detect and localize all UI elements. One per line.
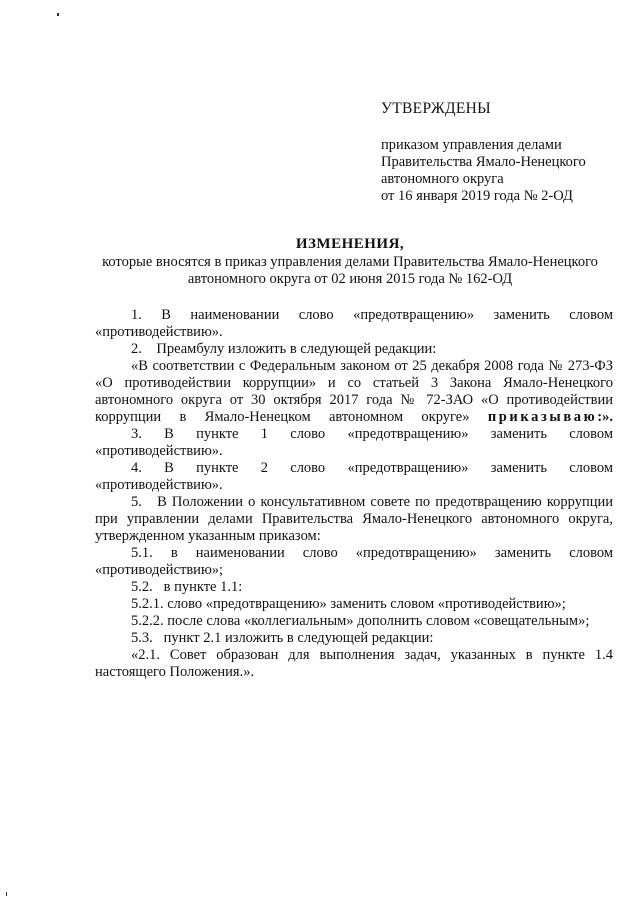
word: «предотвращению» [355,545,477,561]
approval-heading: УТВЕРЖДЕНЫ [381,100,491,117]
word: заменить [490,426,547,442]
item-number: 5. [131,494,142,510]
item-3-line [131,425,613,443]
quote-line: автономного округа от 30 октября 2017 года № 72-ЗАО «О противодействии [95,392,613,408]
word: в [170,545,178,561]
quote-end: :». [597,409,613,425]
word: пункте [196,460,239,476]
item-text: пункт 2.1 изложить в следующей редакции: [163,630,434,646]
word: заменить [490,460,547,476]
item-number: 4. [131,460,142,476]
item-5-3-line [131,629,433,647]
word: заменить [494,545,552,561]
item-text: Преамбулу изложить в следующей редакции: [156,341,437,357]
item-number: 3. [131,426,142,442]
item-5-line [131,493,613,511]
approval-line: приказом управления делами [381,137,562,153]
item-5-2-1-line: 5.2.1. слово «предотвращению» заменить словом «противодействию»; [131,596,566,612]
word: «предотвращению» [353,307,475,323]
document-subtitle: автономного округа от 02 июня 2015 года № 162-ОД [187,271,513,287]
quote-line: настоящего Положения.». [95,664,255,680]
word: «предотвращению» [347,460,469,476]
document-title: ИЗМЕНЕНИЯ, [295,236,405,252]
word: словом [569,426,614,442]
item-5-1-line [131,544,613,562]
item-5-line: при управлении делами Правительства Ямало-Ненецкого автономного округа, [95,511,613,527]
approval-line: Правительства Ямало-Ненецкого [381,154,586,170]
word: пункте [196,426,239,442]
word: словом [569,545,614,561]
quote-line [95,408,613,426]
item-number: 5.2. [131,579,153,595]
word: заменить [493,307,550,323]
quote-line: «О противодействии коррупции» и со статьей 3 Закона Ямало-Ненецкого [95,375,613,391]
document-subtitle: которые вносятся в приказ управления делами Правительства Ямало-Ненецкого [102,254,598,270]
item-number: 1. [131,307,142,323]
item-4-line [131,459,613,477]
item-number: 5.1. [131,545,153,561]
word: словом [569,460,614,476]
item-4-continuation: «противодействию». [95,477,223,493]
word: слово [290,426,326,442]
item-5-1-continuation: «противодействию»; [95,562,224,578]
item-5-2-2-line: 5.2.2. после слова «коллегиальным» дополнить словом «совещательным»; [131,613,590,629]
item-2-line [131,340,436,358]
word: наименовании [190,307,280,323]
scan-speck [57,13,59,16]
item-text: в пункте 1.1: [163,579,243,595]
word: слово [290,460,326,476]
word: 1 [260,426,268,442]
item-number: 2. [131,341,142,357]
word: слово [298,307,334,323]
item-text: В Положении о консультативном совете по предотвращению коррупции [157,494,613,510]
quote-text: коррупции в Ямало-Ненецком автономном округе» [95,409,470,425]
word: В [164,460,174,476]
item-1-continuation: «противодействию». [95,324,223,340]
word: наименовании [195,545,285,561]
item-3-continuation: «противодействию». [95,443,223,459]
item-5-2-line [131,578,242,596]
approval-line: от 16 января 2019 года № 2-ОД [381,188,573,204]
word: 2 [260,460,268,476]
approval-line: автономного округа [381,171,504,187]
bold-word: приказываю [487,409,598,425]
word: В [161,307,171,323]
scan-speck [6,892,7,896]
word: словом [569,307,614,323]
word: «предотвращению» [347,426,469,442]
quote-line: «В соответствии с Федеральным законом от 25 декабря 2008 года № 273-ФЗ [131,358,613,374]
word: В [164,426,174,442]
item-5-line: утвержденном указанным приказом: [95,528,321,544]
item-number: 5.3. [131,630,153,646]
quote-line: «2.1. Совет образован для выполнения задач, указанных в пункте 1.4 [131,647,613,663]
word: слово [302,545,338,561]
item-1-line [131,306,613,324]
